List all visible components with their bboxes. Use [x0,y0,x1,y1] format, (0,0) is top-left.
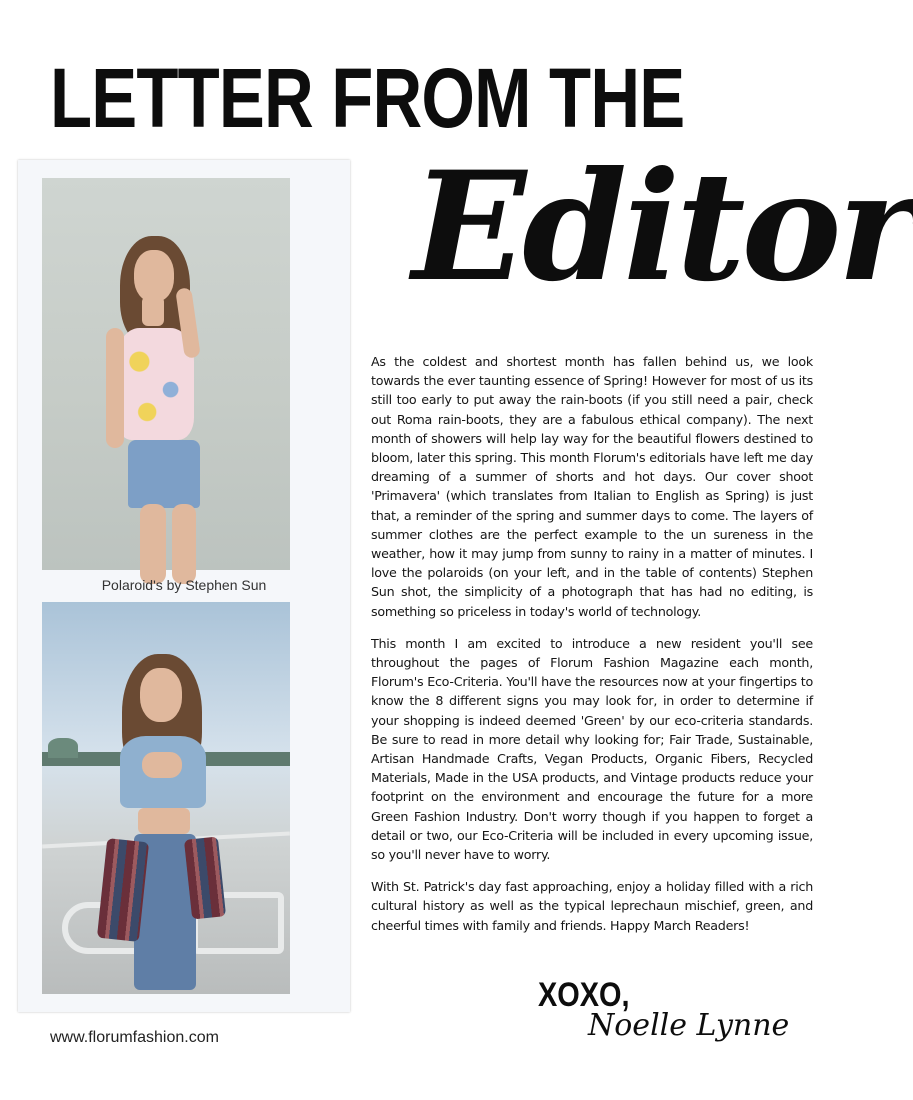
polaroid-strip [18,160,350,1012]
letter-paragraph: This month I am excited to introduce a new resident you'll see throughout the pages of Florum Fashion Magazine each month, Florum's Eco-Criteria. You'll have the resources now at your fingertips to know the 8 different signs you may look for, in order to determine if your shopping is indeed deemed 'Green' by our eco-criteria standards. Be sure to read in more detail why looking for; Fair Trade, Sustainable, Artisan Handmade Crafts, Vegan Products, Organic Fibers, Recycled Materials, Made in the USA products, and Vintage products reduce your footprint on the environment and encourage the future for a more Green Fashion Industry. Don't worry though if you happen to forget a detail or two, our Eco-Criteria will be included in every upcoming issue, so you'll never have to worry. [371,635,813,863]
headline: LETTER FROM THE [50,51,685,145]
photo-caption: Polaroid's by Stephen Sun [101,577,267,593]
letter-paragraph: With St. Patrick's day fast approaching, enjoy a holiday filled with a rich cultural history as well as the typical leprechaun mischief, green, and cheerful times with family and friends. Happy March Readers! [371,879,813,933]
signoff-closing: XOXO, [538,976,630,1014]
polaroid-photo-bottom [42,602,290,994]
letter-paragraph: As the coldest and shortest month has fallen behind us, we look towards the ever taunting essence of Spring! However for most of us its still too early to put away the rain-boots (if you still need a pair, check out Roma rain-boots, they are a fabulous ethical company). The next month of showers will help lay way for the beautiful flowers destined to bloom, later this spring. This month Florum's editorials have left me day dreaming of a summer of shorts and hot days. Our cover shoot 'Primavera' (which translates from Italian to English as Spring) is just that, a reminder of the spring and summer days to come. The layers of summer clothes are the perfect example to the un sureness in the weather, how it may jump from sunny to rainy in a matter of minutes. I love the polaroids (on your left, and in the table of contents) Stephen Sun shot, the simplicity of a photograph that has had no editing, is something so priceless in today's world of technology. [371,354,813,619]
editor-signature: Noelle Lynne [588,1008,790,1043]
website-url: www.florumfashion.com [50,1029,219,1046]
polaroid-photo-top [42,178,290,570]
letter-body [371,352,813,948]
editor-script-title: Editor [412,139,913,315]
